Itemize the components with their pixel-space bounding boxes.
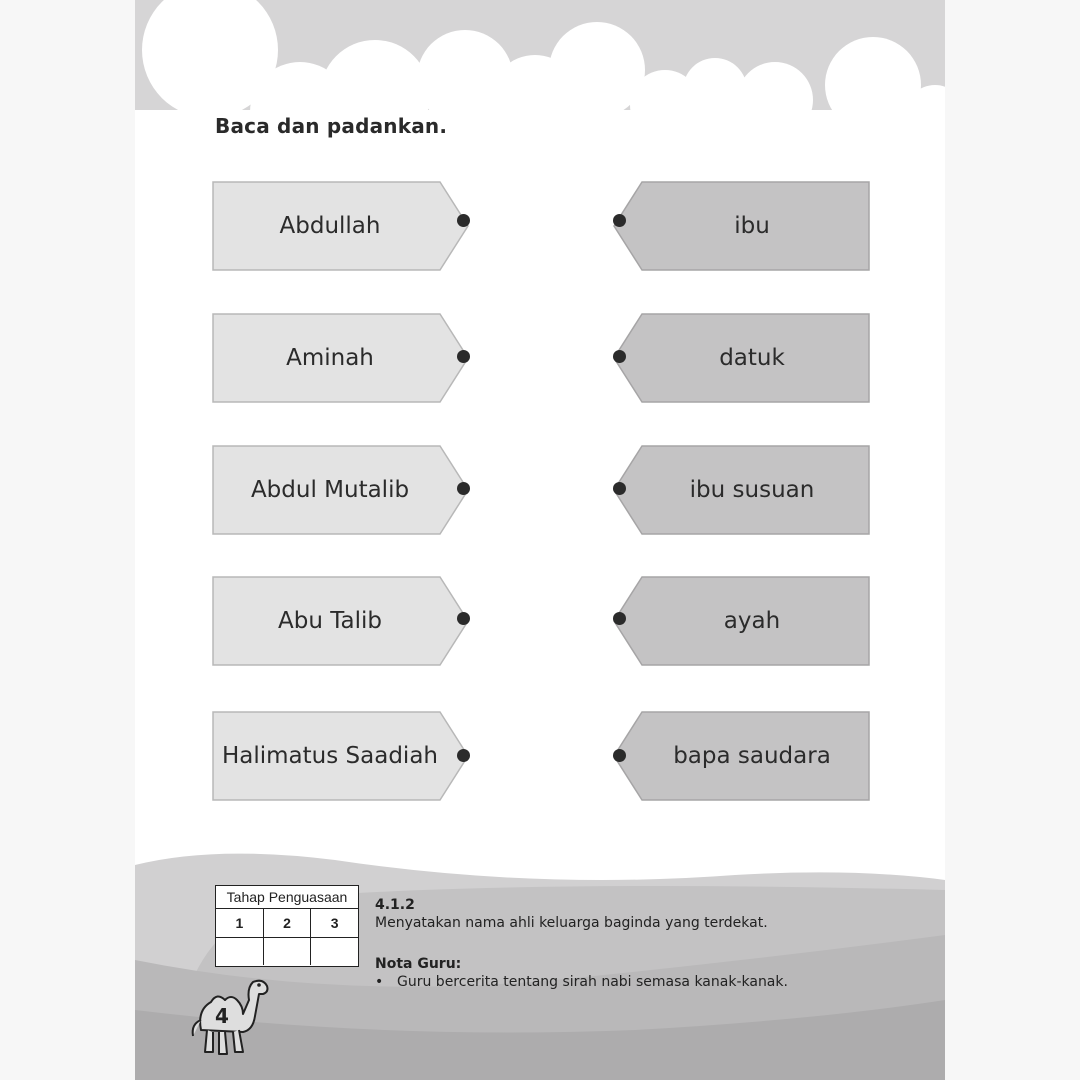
right-tag-label: bapa saudara [673,743,831,769]
left-tag-label: Abdul Mutalib [250,477,410,503]
worksheet-page [135,0,945,1080]
teacher-note-item [375,974,788,990]
mastery-check-box-1[interactable] [216,938,264,965]
teacher-note-text: Guru bercerita tentang sirah nabi semasa kanak-kanak. [397,974,788,990]
right-match-dot-4[interactable] [613,612,626,625]
right-tag-label: ayah [723,608,781,634]
left-tag-label: Abdullah [279,213,381,239]
left-tag-4 [210,575,472,667]
mastery-level-label: 2 [264,909,312,937]
mastery-check-row [216,938,358,965]
left-match-dot-2[interactable] [457,350,470,363]
left-tag-5 [210,710,472,802]
right-match-dot-3[interactable] [613,482,626,495]
right-match-dot-2[interactable] [613,350,626,363]
instruction-heading: Baca dan padankan. [215,114,448,138]
left-tag-label: Abu Talib [278,608,382,634]
teacher-note-title: Nota Guru: [375,956,462,972]
left-tag-1 [210,180,472,272]
left-match-dot-3[interactable] [457,482,470,495]
left-tag-3 [210,444,472,536]
right-tag-label: ibu susuan [689,477,815,503]
learning-standard-code: 4.1.2 [375,897,415,913]
left-match-dot-5[interactable] [457,749,470,762]
right-tag-2 [610,312,872,404]
right-match-dot-5[interactable] [613,749,626,762]
mastery-check-box-2[interactable] [264,938,312,965]
left-tag-2 [210,312,472,404]
right-tag-label: ibu [734,213,770,239]
bullet-icon: • [375,974,384,990]
camel-icon [187,970,277,1060]
mastery-level-label: 1 [216,909,264,937]
left-tag-label: Halimatus Saadiah [221,743,438,769]
right-tag-4 [610,575,872,667]
left-match-dot-1[interactable] [457,214,470,227]
learning-standard-description: Menyatakan nama ahli keluarga baginda yang terdekat. [375,915,768,931]
mastery-check-box-3[interactable] [311,938,358,965]
right-tag-label: datuk [719,345,785,371]
mastery-level-label: 3 [330,915,339,931]
right-tag-5 [610,710,872,802]
mastery-levels-row [216,909,358,938]
page-number: 4 [215,1004,229,1028]
mastery-level-table [215,885,359,967]
left-match-dot-4[interactable] [457,612,470,625]
right-tag-3 [610,444,872,536]
mastery-table-title: Tahap Penguasaan [216,886,358,909]
left-tag-label: Aminah [286,345,374,371]
right-match-dot-1[interactable] [613,214,626,227]
right-tag-1 [610,180,872,272]
